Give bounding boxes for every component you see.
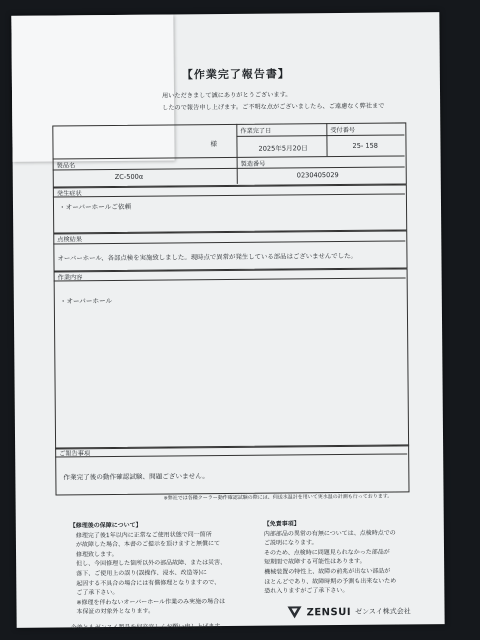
completion-date-label: 作業完了日	[240, 127, 272, 135]
exemption-title: 【免責事項】	[263, 520, 300, 528]
product-name-label: 製品名	[56, 162, 76, 170]
closing-message: 今後ともゼンスイ製品を何卒宜しくお願い申し上げます。	[70, 622, 226, 632]
warranty-line: が故障した場合、本書のご提示を頂けますと無償にて	[75, 540, 220, 549]
completion-date: 2025年5月20日	[258, 144, 308, 153]
warranty-line: ※修理を伴わないオーバーホール作業のみ実施の場合は	[76, 597, 226, 607]
warranty-line: 本保証の対象外となります。	[76, 608, 155, 616]
symptom-text: ・オーバーホールご依頼	[58, 202, 132, 212]
receipt-number: 25- 158	[352, 141, 378, 150]
warranty-line: 但し、今回修理した箇所以外の部品故障、または災害、	[76, 559, 227, 568]
inspection-text: オーバーホール、各部点検を実施致しました。現時点で異常が発生している部品はございませんでした。	[57, 251, 357, 263]
serial-number: 0230405029	[296, 171, 339, 180]
warranty-line: 落下、ご使用上の誤り(誤操作、浸水、改造等)に	[76, 569, 207, 578]
product-name: ZC-500α	[114, 172, 144, 181]
zensui-logo	[286, 604, 410, 619]
brand-name: ZENSUI	[306, 606, 352, 618]
notes-label: ご報告事項	[59, 450, 91, 458]
work-completion-report	[11, 12, 444, 632]
exemption-block	[264, 519, 397, 597]
receipt-number-label: 受付番号	[330, 126, 356, 135]
footnote: ※弊社では各種クーラー動作確認試験の際には、伺送水温計を用いて実水温の計測も行っております。	[163, 493, 393, 502]
zensui-mark-icon	[286, 605, 302, 619]
exemption-line: ほとんどであり、故障時期の予測も出来ないため	[264, 577, 397, 586]
inspection-label: 点検結果	[57, 236, 83, 244]
report-title: 【作業完了報告書】	[181, 67, 290, 82]
notes-section	[55, 444, 409, 495]
notes-text: 作業完了後の動作確認試験、問題ございません。	[63, 472, 209, 482]
warranty-block	[70, 520, 227, 633]
symptom-label: 発生症状	[56, 190, 82, 198]
exemption-line: 恐れ入りますがご了承下さい。	[264, 587, 349, 595]
exemption-line: そのため、点検時に問題見られなかった部品が	[264, 548, 390, 557]
warranty-line: ご了承下さい。	[76, 589, 119, 597]
warranty-line: 修理致します。	[76, 550, 118, 559]
warranty-title: 【修理後の保障について】	[69, 521, 142, 530]
exemption-line: ご説明になります。	[263, 539, 318, 547]
intro-line-2: したので報告申し上げます。ご不明な点がございましたら、ご遠慮なく弊社まで	[162, 102, 385, 112]
exemption-line: 短期間で故障する可能性はあります。	[264, 558, 366, 567]
exemption-line: 内部部品の異常の有無については、点検時点での	[263, 529, 396, 538]
exemption-line: 機械装置の特性上、故障の前兆が出ない部品が	[264, 567, 391, 576]
serial-number-label: 製造番号	[240, 160, 266, 168]
company-name: ゼンスイ株式会社	[355, 607, 411, 616]
warranty-line: 起因する不具合の場合には有償修理となりますので、	[76, 578, 221, 587]
intro-line-1: 用いただきまして誠にありがとうございます。	[162, 91, 292, 100]
work-content-text: ・オーバーホール	[59, 297, 113, 306]
work-content-label: 作業内容	[57, 274, 83, 282]
customer-suffix: 様	[210, 140, 218, 149]
warranty-line: 修理完了後1年以内に正常なご使用状態で同一箇所	[75, 530, 212, 539]
